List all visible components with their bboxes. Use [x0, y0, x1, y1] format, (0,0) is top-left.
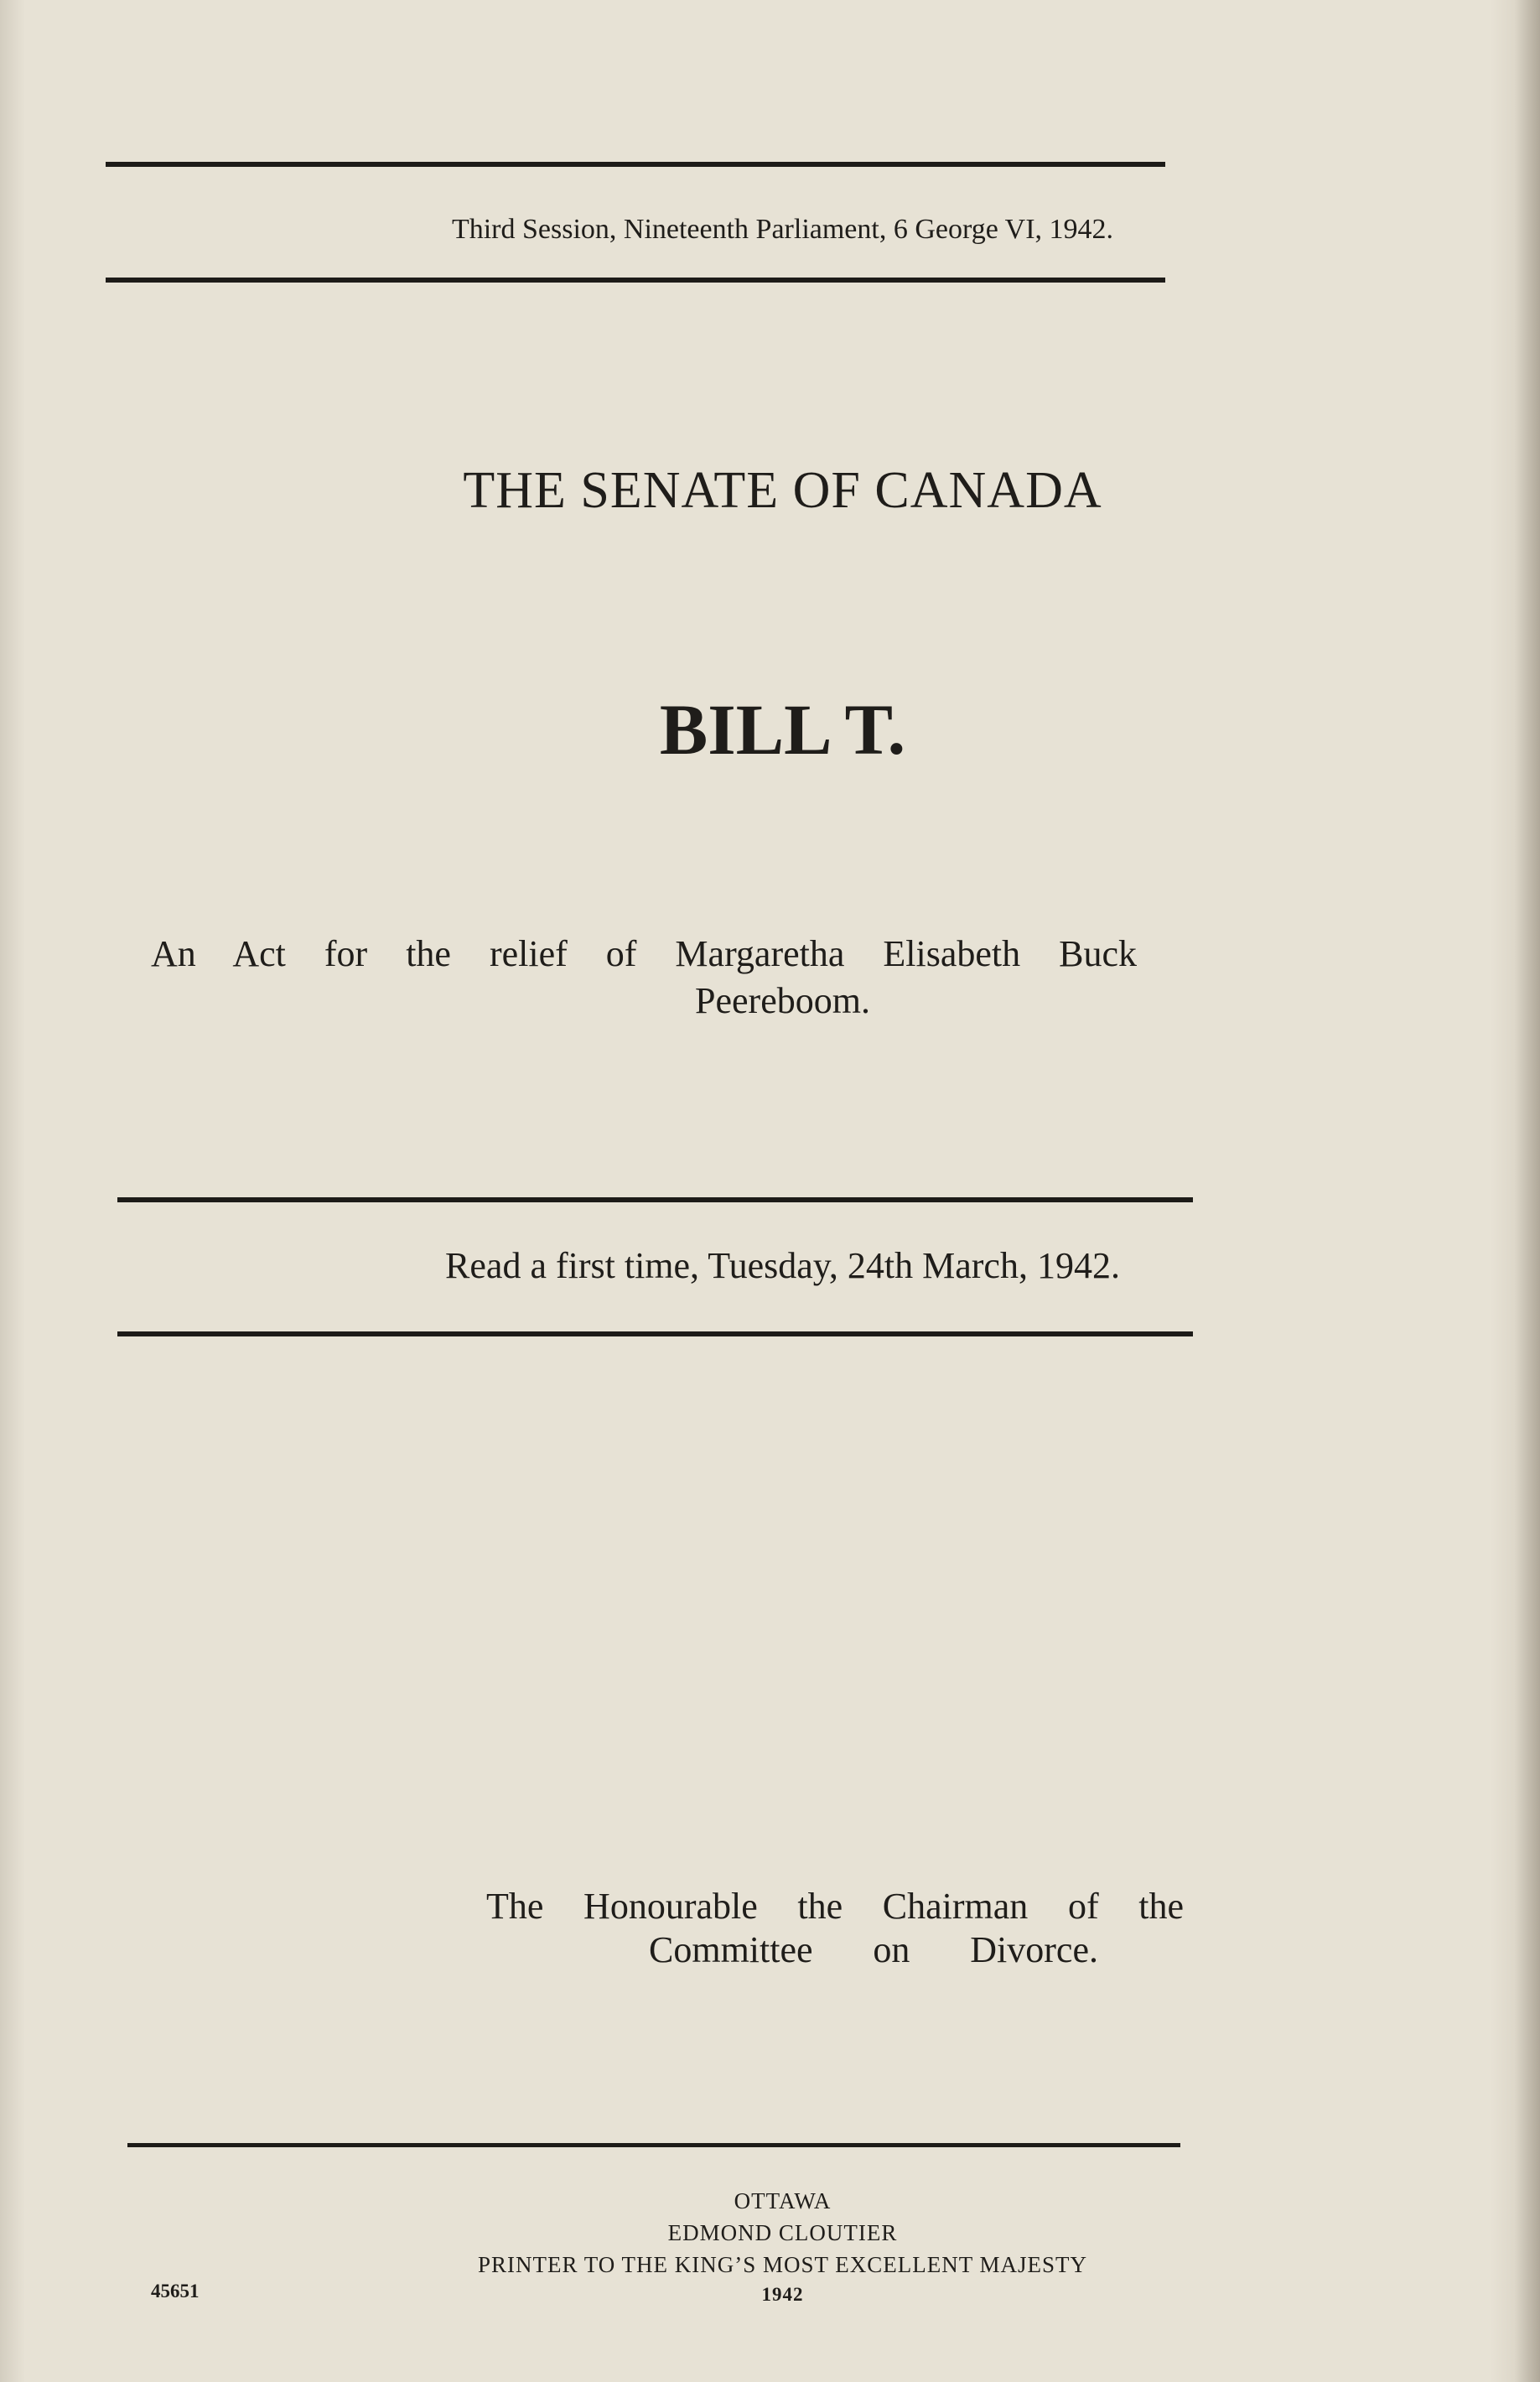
reading-bottom-rule: [117, 1331, 1193, 1336]
sponsor-line-2: Committee on Divorce.: [649, 1929, 1098, 1970]
reading-top-rule: [117, 1197, 1193, 1202]
header-top-rule: [106, 162, 1165, 167]
print-number: 45651: [151, 2281, 200, 2302]
imprint-city: OTTAWA: [734, 2188, 832, 2213]
act-title-line-2: Peereboom.: [695, 980, 870, 1021]
first-reading-line: Read a first time, Tuesday, 24th March, 1942.: [445, 1245, 1120, 1286]
imprint-printer: EDMOND CLOUTIER: [667, 2220, 898, 2245]
imprint-year: 1942: [761, 2284, 804, 2305]
imprint-printer-title: PRINTER TO THE KING’S MOST EXCELLENT MAJESTY: [477, 2252, 1088, 2277]
page-edge-shadow: [1515, 0, 1540, 2382]
imprint-rule: [127, 2143, 1180, 2147]
sponsor-line-1: The Honourable the Chairman of the: [486, 1886, 1184, 1927]
header-bottom-rule: [106, 278, 1165, 283]
session-line: Third Session, Nineteenth Parliament, 6 George VI, 1942.: [451, 214, 1114, 245]
bill-title: BILL T.: [659, 689, 906, 770]
act-title-line-1: An Act for the relief of Margaretha Elisabeth Buck: [151, 933, 1137, 974]
house-title: THE SENATE OF CANADA: [463, 462, 1102, 519]
